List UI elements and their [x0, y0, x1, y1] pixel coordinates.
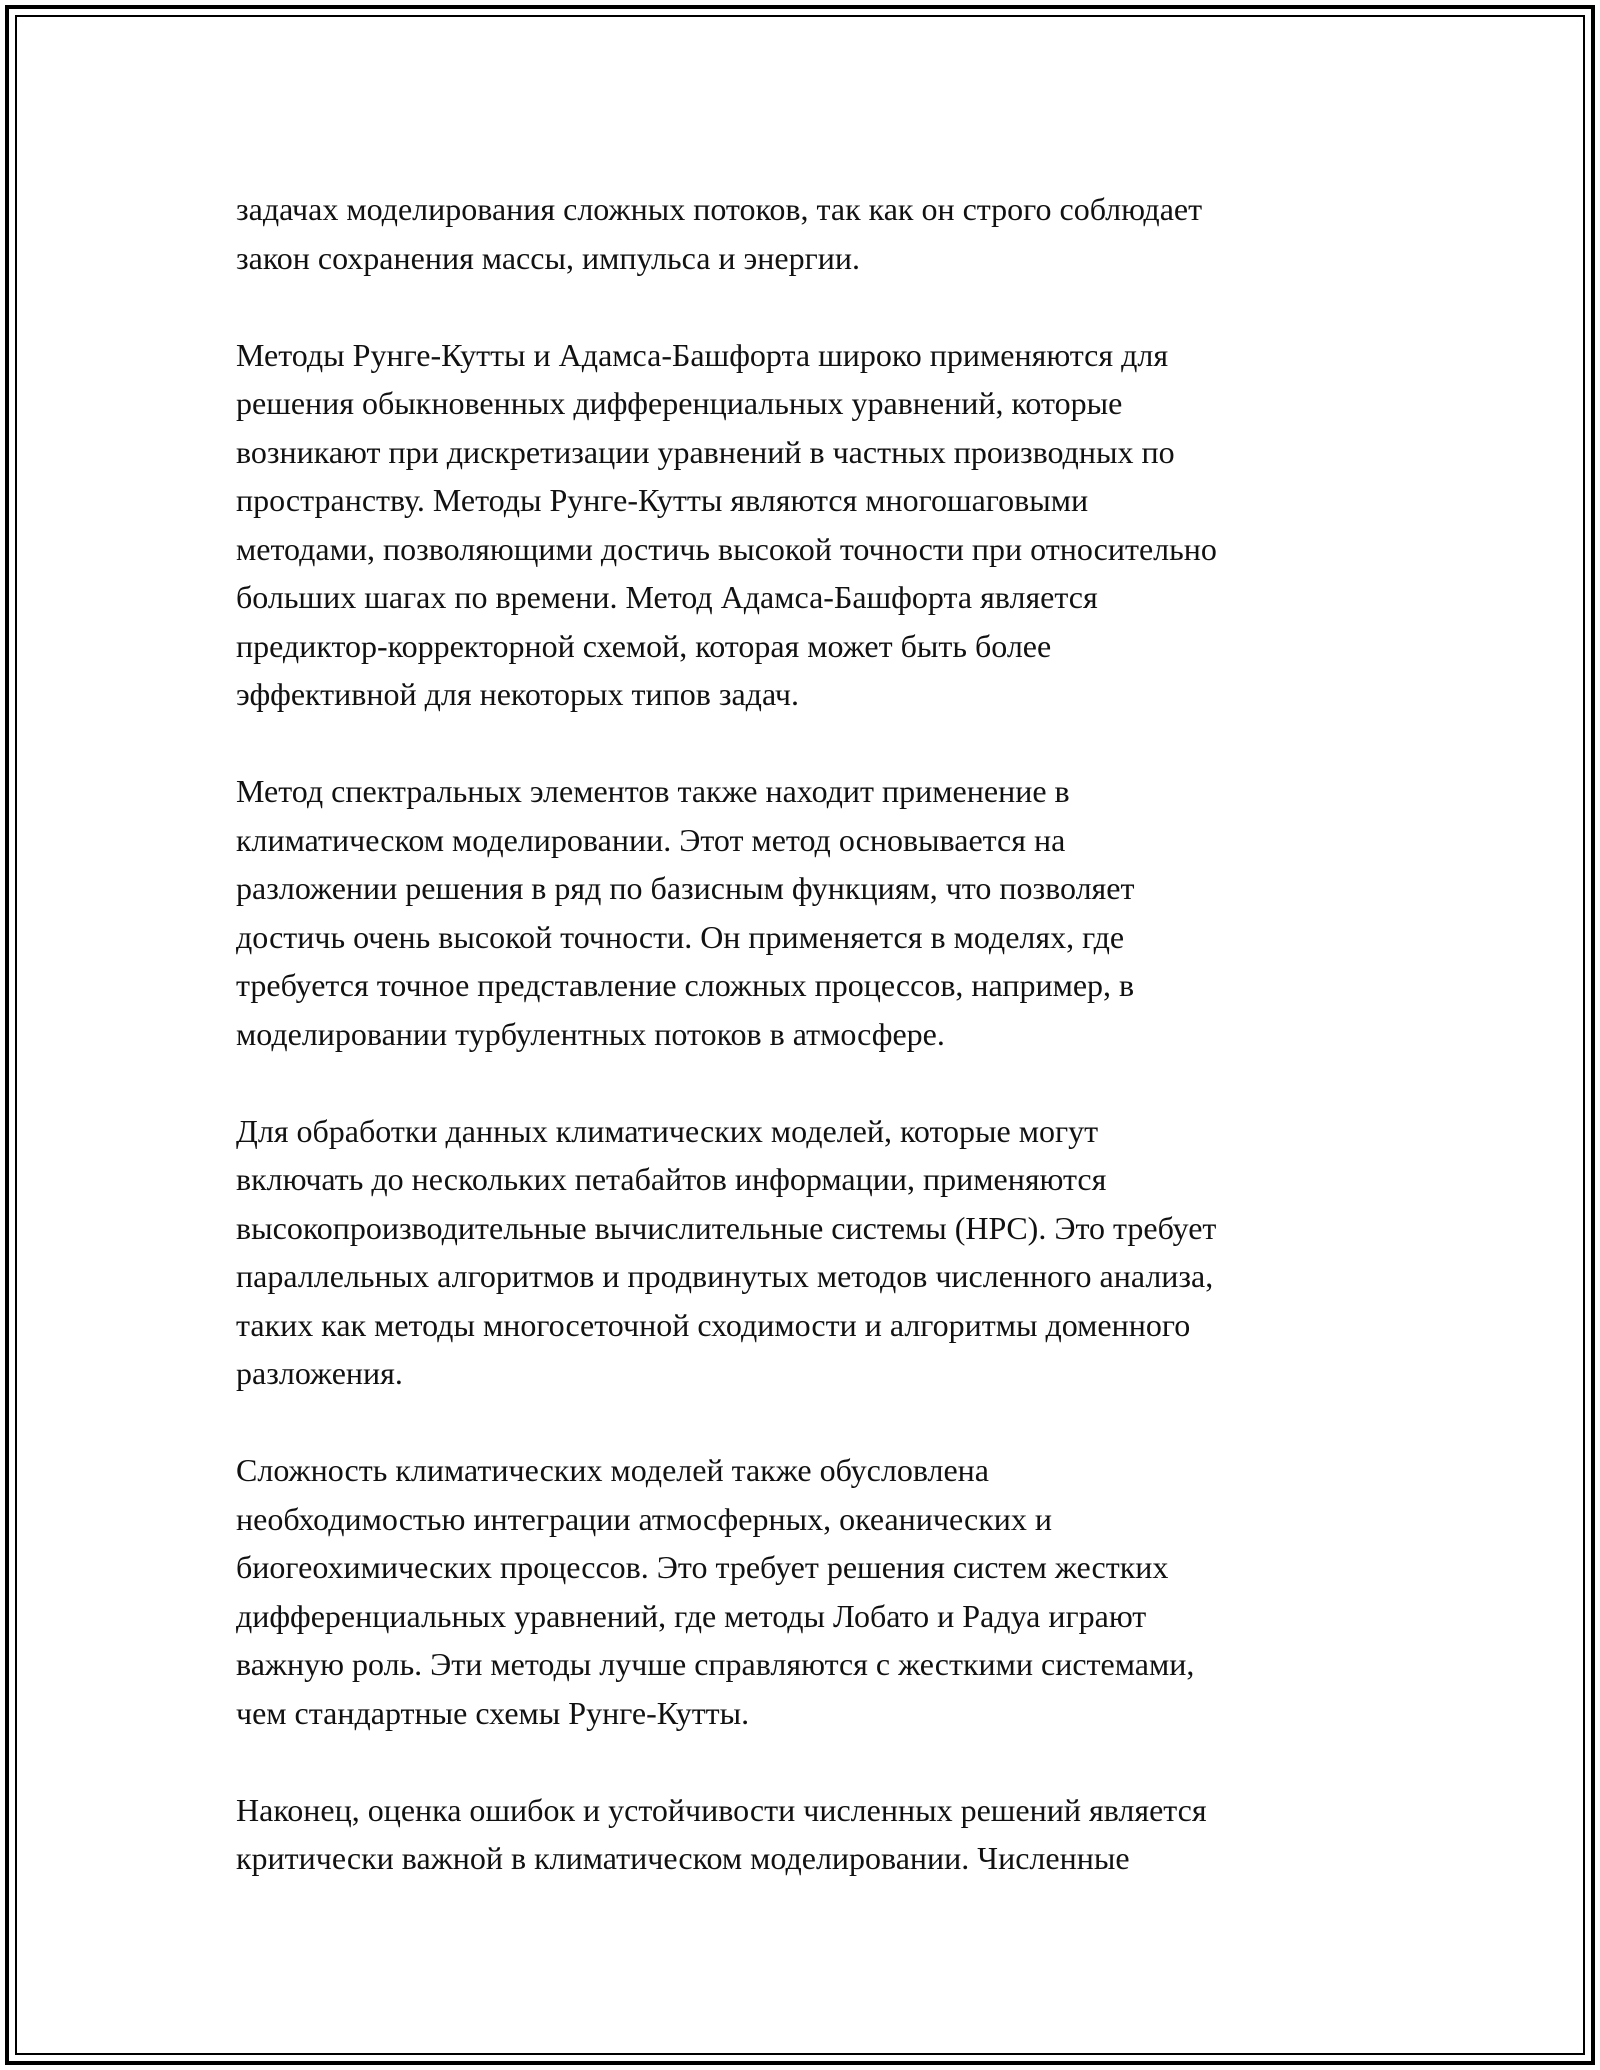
text-line: предиктор-корректорной схемой, которая может быть более	[236, 627, 1052, 664]
paragraph	[236, 331, 1376, 719]
text-line: необходимостью интеграции атмосферных, океанических и	[236, 1500, 1052, 1537]
text-line: методами, позволяющими достичь высокой точности при относительно	[236, 530, 1217, 567]
text-line: закон сохранения массы, импульса и энергии.	[236, 239, 860, 276]
text-line: пространству. Методы Рунге-Кутты являются многошаговыми	[236, 482, 1089, 518]
text-line: решения обыкновенных дифференциальных уравнений, которые	[236, 385, 1123, 421]
text-line: включать до нескольких петабайтов информации, применяются	[236, 1161, 1107, 1197]
paragraph	[236, 767, 1376, 1058]
text-line: Метод спектральных элементов также находит применение в	[236, 773, 1070, 809]
text-line: параллельных алгоритмов и продвинутых методов численного анализа,	[236, 1258, 1214, 1294]
text-line: требуется точное представление сложных процессов, например, в	[236, 967, 1135, 1003]
text-line: Для обработки данных климатических моделей, которые могут	[236, 1112, 1099, 1149]
text-line: разложении решения в ряд по базисным функциям, что позволяет	[236, 870, 1135, 906]
text-line: важную роль. Эти методы лучше справляются с жесткими системами,	[236, 1646, 1195, 1682]
text-line: задачах моделирования сложных потоков, так как он строго соблюдает	[236, 191, 1203, 227]
document-body	[236, 185, 1376, 1931]
text-line: биогеохимических процессов. Это требует решения систем жестких	[236, 1549, 1169, 1585]
text-line: Наконец, оценка ошибок и устойчивости численных решений является	[236, 1791, 1207, 1828]
paragraph	[236, 185, 1376, 282]
text-line: Сложность климатических моделей также обусловлена	[236, 1452, 989, 1488]
paragraph	[236, 1446, 1376, 1737]
text-line: высокопроизводительные вычислительные системы (HPC). Это требует	[236, 1209, 1217, 1246]
text-line: чем стандартные схемы Рунге-Кутты.	[236, 1694, 750, 1731]
paragraph	[236, 1786, 1376, 1883]
text-line: моделировании турбулентных потоков в атмосфере.	[236, 1015, 945, 1052]
text-line: эффективной для некоторых типов задач.	[236, 676, 799, 712]
text-line: возникают при дискретизации уравнений в частных производных по	[236, 433, 1175, 470]
text-line: таких как методы многосеточной сходимости и алгоритмы доменного	[236, 1306, 1191, 1343]
text-line: разложения.	[236, 1355, 403, 1391]
paragraph	[236, 1107, 1376, 1398]
text-line: дифференциальных уравнений, где методы Лобато и Радуа играют	[236, 1597, 1147, 1634]
text-line: достичь очень высокой точности. Он применяется в моделях, где	[236, 918, 1125, 955]
text-line: критически важной в климатическом моделировании. Численные	[236, 1840, 1130, 1876]
text-line: Методы Рунге-Кутты и Адамса-Башфорта широко применяются для	[236, 336, 1169, 373]
text-line: климатическом моделировании. Этот метод основывается на	[236, 821, 1066, 858]
text-line: больших шагах по времени. Метод Адамса-Башфорта является	[236, 579, 1098, 615]
